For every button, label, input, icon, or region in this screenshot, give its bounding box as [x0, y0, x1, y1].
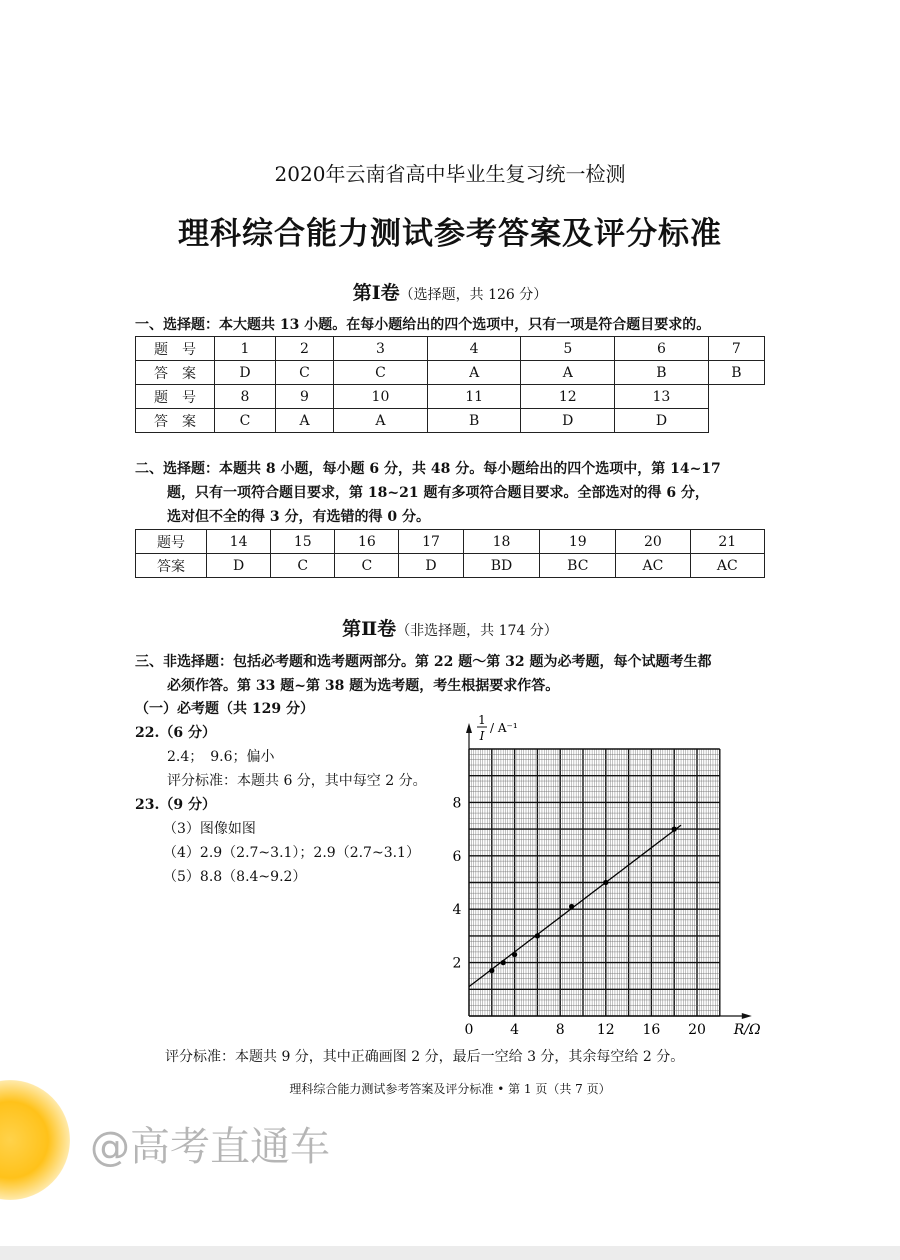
cell: 2: [275, 337, 333, 361]
cell: A: [521, 361, 615, 385]
cell: BD: [463, 554, 540, 578]
text-line: 必须作答。第 33 题~第 38 题为选考题，考生根据要求作答。: [167, 678, 560, 694]
text-line: 选对但不全的得 3 分，有选错的得 0 分。: [167, 509, 430, 525]
cell: 3: [334, 337, 428, 361]
cell: C: [335, 554, 399, 578]
q23-answer-4: （4）2.9（2.7~3.1）；2.9（2.7~3.1）: [163, 845, 420, 861]
x-tick-label: 4: [510, 1022, 520, 1038]
cell: 6: [615, 337, 709, 361]
cell: 11: [427, 385, 521, 409]
cell: 19: [540, 530, 616, 554]
data-point: [535, 933, 540, 938]
cell: C: [334, 361, 428, 385]
bottom-bar: [0, 1246, 900, 1260]
exam-title: 理科综合能力测试参考答案及评分标准: [178, 216, 722, 252]
y-tick-label: 4: [452, 902, 462, 919]
text-line: 二、选择题：本题共 8 小题，每小题 6 分，共 48 分。每小题给出的四个选项中，第 14~17: [135, 461, 721, 477]
cell: 5: [521, 337, 615, 361]
data-point: [603, 880, 608, 885]
cell: B: [708, 361, 764, 385]
cell: 15: [271, 530, 335, 554]
x-axis-arrow-icon: [742, 1013, 752, 1019]
row-label: 题号: [136, 530, 207, 554]
y-label-unit: / A⁻¹: [490, 721, 518, 735]
cell: AC: [690, 554, 764, 578]
volume-note: （选择题，共 126 分）: [399, 287, 548, 303]
data-point: [672, 827, 677, 832]
cell: 12: [521, 385, 615, 409]
cell: D: [215, 361, 276, 385]
text-line: 题，只有一项符合题目要求，第 18~21 题有多项符合题目要求。全部选对的得 6 分，: [167, 485, 709, 501]
cell: C: [271, 554, 335, 578]
cell: 16: [335, 530, 399, 554]
q23-answer-3: （3）图像如图: [163, 821, 256, 837]
x-axis-label: R/Ω: [733, 1022, 761, 1038]
watermark: @高考直通车: [90, 1124, 330, 1170]
data-point: [569, 904, 574, 909]
data-point: [501, 960, 506, 965]
text-line: 三、非选择题：包括必考题和选考题两部分。第 22 题～第 32 题为必考题，每个试题考生都: [135, 654, 712, 670]
volume-title: 第Ⅱ卷: [342, 618, 397, 640]
row-label: 题 号: [136, 337, 215, 361]
volume-title: 第Ⅰ卷: [352, 282, 400, 304]
section-1-instructions: 一、选择题：本大题共 13 小题。在每小题给出的四个选项中，只有一项是符合题目要求的。: [135, 317, 711, 333]
x-tick-label: 20: [688, 1022, 706, 1038]
data-point: [512, 952, 517, 957]
required-heading: （一）必考题（共 129 分）: [135, 701, 314, 717]
y-label-numerator: 1: [478, 713, 486, 727]
x-tick-label: 8: [555, 1022, 565, 1038]
question-22: 22.（6 分）: [135, 725, 216, 741]
cell: 21: [690, 530, 764, 554]
cell: 8: [215, 385, 276, 409]
cell: B: [615, 361, 709, 385]
exam-subtitle: 2020年云南省高中毕业生复习统一检测: [274, 162, 626, 186]
cell: 14: [207, 530, 271, 554]
row-label: 答 案: [136, 409, 215, 433]
question-23: 23.（9 分）: [135, 797, 216, 813]
cell: 17: [399, 530, 463, 554]
cell: D: [615, 409, 709, 433]
page-footer: 理科综合能力测试参考答案及评分标准 • 第 1 页（共 7 页）: [289, 1082, 611, 1096]
volume-note: （非选择题，共 174 分）: [396, 623, 558, 639]
y-label-denominator: I: [479, 729, 485, 743]
y-tick-label: 8: [452, 795, 462, 812]
cell: 4: [427, 337, 521, 361]
q22-scoring: 评分标准：本题共 6 分，其中每空 2 分。: [167, 773, 427, 789]
row-label: 答案: [136, 554, 207, 578]
y-tick-label: 6: [452, 848, 462, 865]
cell: 1: [215, 337, 276, 361]
cell: A: [334, 409, 428, 433]
y-tick-label: 2: [452, 955, 462, 972]
x-tick-label: 12: [596, 1022, 615, 1038]
q23-scoring: 评分标准：本题共 9 分，其中正确画图 2 分，最后一空给 3 分，其余每空给 2 分。: [165, 1049, 685, 1065]
cell: D: [207, 554, 271, 578]
cell: 18: [463, 530, 540, 554]
cell: BC: [540, 554, 616, 578]
cell: 10: [334, 385, 428, 409]
cell: D: [521, 409, 615, 433]
cell: 9: [275, 385, 333, 409]
cell: AC: [616, 554, 690, 578]
data-point: [489, 968, 494, 973]
x-tick-label: 16: [642, 1022, 661, 1038]
cell: B: [427, 409, 521, 433]
q23-answer-5: （5）8.8（8.4~9.2）: [163, 869, 307, 885]
cell: A: [275, 409, 333, 433]
x-tick-label: 0: [464, 1022, 474, 1038]
cell: D: [399, 554, 463, 578]
cell: A: [427, 361, 521, 385]
row-label: 答 案: [136, 361, 215, 385]
cell: C: [215, 409, 276, 433]
y-axis-arrow-icon: [466, 723, 472, 733]
cell: 20: [616, 530, 690, 554]
row-label: 题 号: [136, 385, 215, 409]
cell: 7: [708, 337, 764, 361]
cell: C: [275, 361, 333, 385]
cell: 13: [615, 385, 709, 409]
q22-answer: 2.4； 9.6；偏小: [167, 749, 275, 765]
